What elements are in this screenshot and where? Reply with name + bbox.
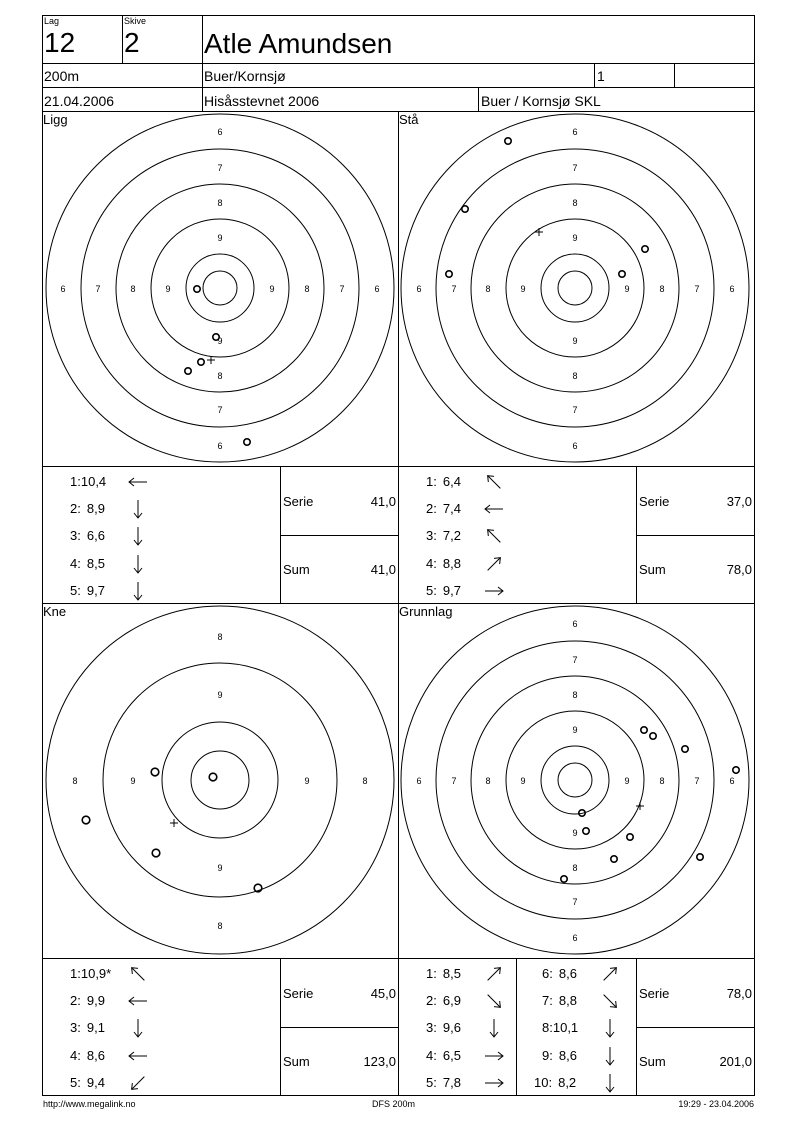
shot-number: 10 [534,1074,549,1090]
direction-arrow-icon [484,964,504,984]
shot-number: 3 [426,528,434,544]
ring-label: 9 [217,336,223,346]
direction-arrow-icon [600,964,620,984]
shot-score: 8,8 [558,993,577,1009]
ring-label: 7 [95,284,101,294]
direction-arrow-icon [484,472,504,492]
ring-label: 7 [572,897,578,907]
shot-row [542,993,577,1008]
shot-score: 8,6 [558,966,577,981]
shot-separator: : [548,1074,553,1090]
shot-number: 5 [70,1074,78,1090]
skive-value: 2 [124,27,140,58]
target-title-grunnlag: Grunnlag [399,604,453,619]
ring-label: 7 [451,776,457,786]
ring-label: 7 [694,284,700,294]
distance: 200m [44,68,80,84]
shot-number: 3 [70,528,78,544]
shot-row [426,528,461,543]
shot-row [542,966,577,981]
shot-number: 3 [426,1020,434,1036]
shot-hole [627,834,633,840]
shot-score: 8,5 [86,555,105,571]
shot-separator: : [433,993,437,1009]
shot-separator: : [433,528,437,544]
shot-separator: : [77,528,81,544]
shot-row [70,474,106,489]
shot-score: 9,4 [86,1074,105,1090]
direction-arrow-icon [484,991,504,1011]
shot-number: 4 [426,555,434,571]
ring-label: 6 [60,284,66,294]
direction-arrow-icon [128,472,148,492]
shot-score: 10,1 [552,1020,579,1036]
shot-row [426,1020,461,1035]
shot-row [70,528,105,543]
shot-score: 6,6 [86,528,105,544]
ring-label: 8 [572,198,578,208]
shot-score: 8,9 [86,501,105,517]
direction-arrow-icon [128,1073,148,1093]
shot-hole [244,439,250,445]
shot-score: 9,7 [442,582,461,598]
serie-value: 45,0 [370,986,396,1001]
shot-hole [505,138,511,144]
shot-separator: : [77,1020,81,1036]
direction-arrow-icon [128,499,148,519]
shot-score: 8,8 [442,555,461,571]
shot-hole [733,767,739,773]
shot-score: 9,1 [86,1020,105,1036]
serie-label: Serie [639,494,670,509]
shot-hole [198,359,204,365]
shot-number: 2 [70,501,78,517]
shot-row [70,583,105,598]
direction-arrow-icon [600,1073,620,1093]
ring-label: 8 [485,284,491,294]
serie-label: Serie [639,986,670,1001]
direction-arrow-icon [128,554,148,574]
ring-label: 8 [485,776,491,786]
shot-row [426,966,461,981]
ring-label: 9 [572,233,578,243]
shot-row [70,501,105,516]
ring-label: 9 [304,776,310,786]
shot-number: 7 [542,993,550,1009]
direction-arrow-icon [128,964,148,984]
footer-url: http://www.megalink.no [43,1099,136,1109]
shot-separator: : [433,501,437,517]
target-title-kne: Kne [43,604,67,619]
ring-label: 8 [217,198,223,208]
shot-number: 5 [70,582,78,598]
ring-label: 9 [624,284,630,294]
direction-arrow-icon [600,1046,620,1066]
shot-score: 8,6 [86,1047,105,1063]
shot-number: 1 [426,966,434,981]
shot-row [534,1075,576,1090]
shot-separator: : [433,1020,437,1036]
ring-label: 9 [130,776,136,786]
serie-value: 37,0 [726,494,752,509]
shot-row [70,966,111,981]
shot-number: 3 [70,1020,78,1036]
shot-separator: : [433,966,437,981]
class-value: 1 [597,68,605,84]
ring-label: 9 [520,284,526,294]
shot-score: 9,9 [86,993,105,1009]
direction-arrow-icon [484,499,504,519]
sum-label: Sum [283,1054,310,1069]
serie-label: Serie [283,494,314,509]
ring-label: 8 [572,371,578,381]
shot-number: 8 [542,1020,550,1036]
direction-arrow-icon [484,554,504,574]
date: 21.04.2006 [44,93,115,109]
ring-label: 7 [694,776,700,786]
ring-label: 8 [217,632,223,642]
shot-hole [446,271,452,277]
shot-row [426,1048,461,1063]
shot-separator: : [433,474,437,489]
shot-number: 1 [70,474,78,489]
direction-arrow-icon [484,1073,504,1093]
shot-number: 2 [426,501,434,517]
ring-label: 8 [362,776,368,786]
ring-label: 6 [572,127,578,137]
ring-label: 7 [217,405,223,415]
direction-arrow-icon [484,581,504,601]
footer-printed: 19:29 - 23.04.2006 [678,1099,754,1109]
lag-label: Lag [44,16,60,26]
serie-value: 41,0 [370,494,396,509]
shot-number: 6 [542,966,550,981]
shot-score: 10,9* [80,966,112,981]
shot-score: 9,6 [442,1020,461,1036]
direction-arrow-icon [128,526,148,546]
shot-score: 6,9 [442,993,461,1009]
shot-hole [185,368,191,374]
shot-row [542,1048,577,1063]
shot-score: 8,6 [558,1047,577,1063]
ring-label: 8 [130,284,136,294]
ring-label: 7 [451,284,457,294]
shot-score: 8,2 [558,1074,577,1090]
shot-hole [611,856,617,862]
ring-label: 7 [572,163,578,173]
shot-number: 4 [70,1047,78,1063]
shot-number: 1 [70,966,78,981]
target-title-sta: Stå [399,112,419,127]
ring-label: 7 [217,163,223,173]
shot-separator: : [549,966,553,981]
ring-label: 8 [72,776,78,786]
shot-separator: : [77,1047,81,1063]
shot-number: 1 [426,474,434,489]
shot-separator: : [549,1020,553,1036]
organizer: Buer / Kornsjø SKL [481,93,601,109]
serie-label: Serie [283,986,314,1001]
shot-hole [641,727,647,733]
shot-score: 8,5 [442,966,461,981]
ring-label: 6 [217,127,223,137]
shot-score: 7,2 [442,528,461,544]
target-kne [42,603,398,958]
shot-row [426,1075,461,1090]
ring-label: 9 [624,776,630,786]
ring-label: 9 [165,284,171,294]
shot-number: 5 [426,582,434,598]
direction-arrow-icon [484,1046,504,1066]
shot-score: 6,4 [442,474,461,489]
ring-label: 8 [304,284,310,294]
target-ligg [42,111,398,466]
shot-number: 4 [426,1047,434,1063]
shot-row [426,556,461,571]
target-grunnlag [398,603,754,958]
direction-arrow-icon [600,991,620,1011]
direction-arrow-icon [128,1046,148,1066]
shot-row [70,1020,105,1035]
shot-number: 5 [426,1074,434,1090]
shot-score: 7,4 [442,501,461,517]
shot-separator: : [433,582,437,598]
ring-label: 8 [217,921,223,931]
ring-label: 9 [217,233,223,243]
shot-hole [462,206,468,212]
ring-label: 8 [659,776,665,786]
ring-label: 7 [572,655,578,665]
shot-row [426,474,461,489]
serie-value: 78,0 [726,986,752,1001]
ring-label: 9 [572,725,578,735]
shot-separator: : [77,966,81,981]
ring-label: 9 [572,336,578,346]
shot-separator: : [77,555,81,571]
ring-label: 9 [520,776,526,786]
shot-separator: : [433,1074,437,1090]
shot-separator: : [77,501,81,517]
shot-hole [561,876,567,882]
shot-hole [82,816,90,824]
ring-label: 6 [729,284,735,294]
shot-separator: : [433,555,437,571]
shot-number: 2 [70,993,78,1009]
ring-label: 6 [374,284,380,294]
event: Hisåsstevnet 2006 [204,93,320,109]
direction-arrow-icon [600,1018,620,1038]
shot-row [70,993,105,1008]
lag-value: 12 [44,27,76,58]
ring-label: 6 [416,284,422,294]
sum-value: 41,0 [370,562,396,577]
shot-number: 9 [542,1047,550,1063]
shot-row [70,1048,105,1063]
shooter-name: Atle Amundsen [204,28,393,59]
shot-hole [209,773,217,781]
shot-separator: : [77,582,81,598]
shot-score: 10,4 [80,474,107,489]
shot-separator: : [433,1047,437,1063]
ring-label: 6 [416,776,422,786]
shot-row [426,583,461,598]
ring-label: 6 [572,619,578,629]
shot-hole [583,828,589,834]
shot-score: 6,5 [442,1047,461,1063]
shot-hole [682,746,688,752]
shot-separator: : [549,1047,553,1063]
group-center-marker [535,228,543,236]
ring-label: 9 [572,828,578,838]
sum-value: 78,0 [726,562,752,577]
ring-label: 7 [339,284,345,294]
shot-row [70,1075,105,1090]
sum-value: 123,0 [363,1054,396,1069]
shot-separator: : [77,1074,81,1090]
sum-label: Sum [639,562,666,577]
ring-label: 8 [572,863,578,873]
ring-label: 7 [572,405,578,415]
shot-separator: : [77,474,81,489]
direction-arrow-icon [128,991,148,1011]
shot-hole [650,733,656,739]
skive-label: Skive [124,16,147,26]
direction-arrow-icon [128,1018,148,1038]
shot-separator: : [549,993,553,1009]
ring-label: 6 [572,441,578,451]
ring-label: 8 [217,371,223,381]
sum-label: Sum [639,1054,666,1069]
ring-label: 8 [659,284,665,294]
ring-label: 6 [729,776,735,786]
ring-label: 6 [572,933,578,943]
target-sta [398,111,754,466]
ring-label: 8 [572,690,578,700]
shot-row [542,1020,578,1035]
shot-number: 4 [70,555,78,571]
shot-separator: : [77,993,81,1009]
direction-arrow-icon [484,526,504,546]
ring-label: 9 [217,863,223,873]
shot-hole [194,286,200,292]
club: Buer/Kornsjø [204,68,286,84]
shot-number: 2 [426,993,434,1009]
group-center-marker [170,819,178,827]
ring-label: 9 [269,284,275,294]
shot-row [426,501,461,516]
ring-label: 9 [217,690,223,700]
shot-row [70,556,105,571]
shot-score: 9,7 [86,582,105,598]
target-title-ligg: Ligg [43,112,68,127]
shot-hole [697,854,703,860]
shot-hole [642,246,648,252]
direction-arrow-icon [128,581,148,601]
sum-value: 201,0 [719,1054,752,1069]
ring-label: 6 [217,441,223,451]
shot-row [426,993,461,1008]
shot-hole [151,768,159,776]
sum-label: Sum [283,562,310,577]
shot-hole [619,271,625,277]
shot-score: 7,8 [442,1074,461,1090]
shot-hole [152,849,160,857]
direction-arrow-icon [484,1018,504,1038]
footer-system: DFS 200m [372,1099,416,1109]
